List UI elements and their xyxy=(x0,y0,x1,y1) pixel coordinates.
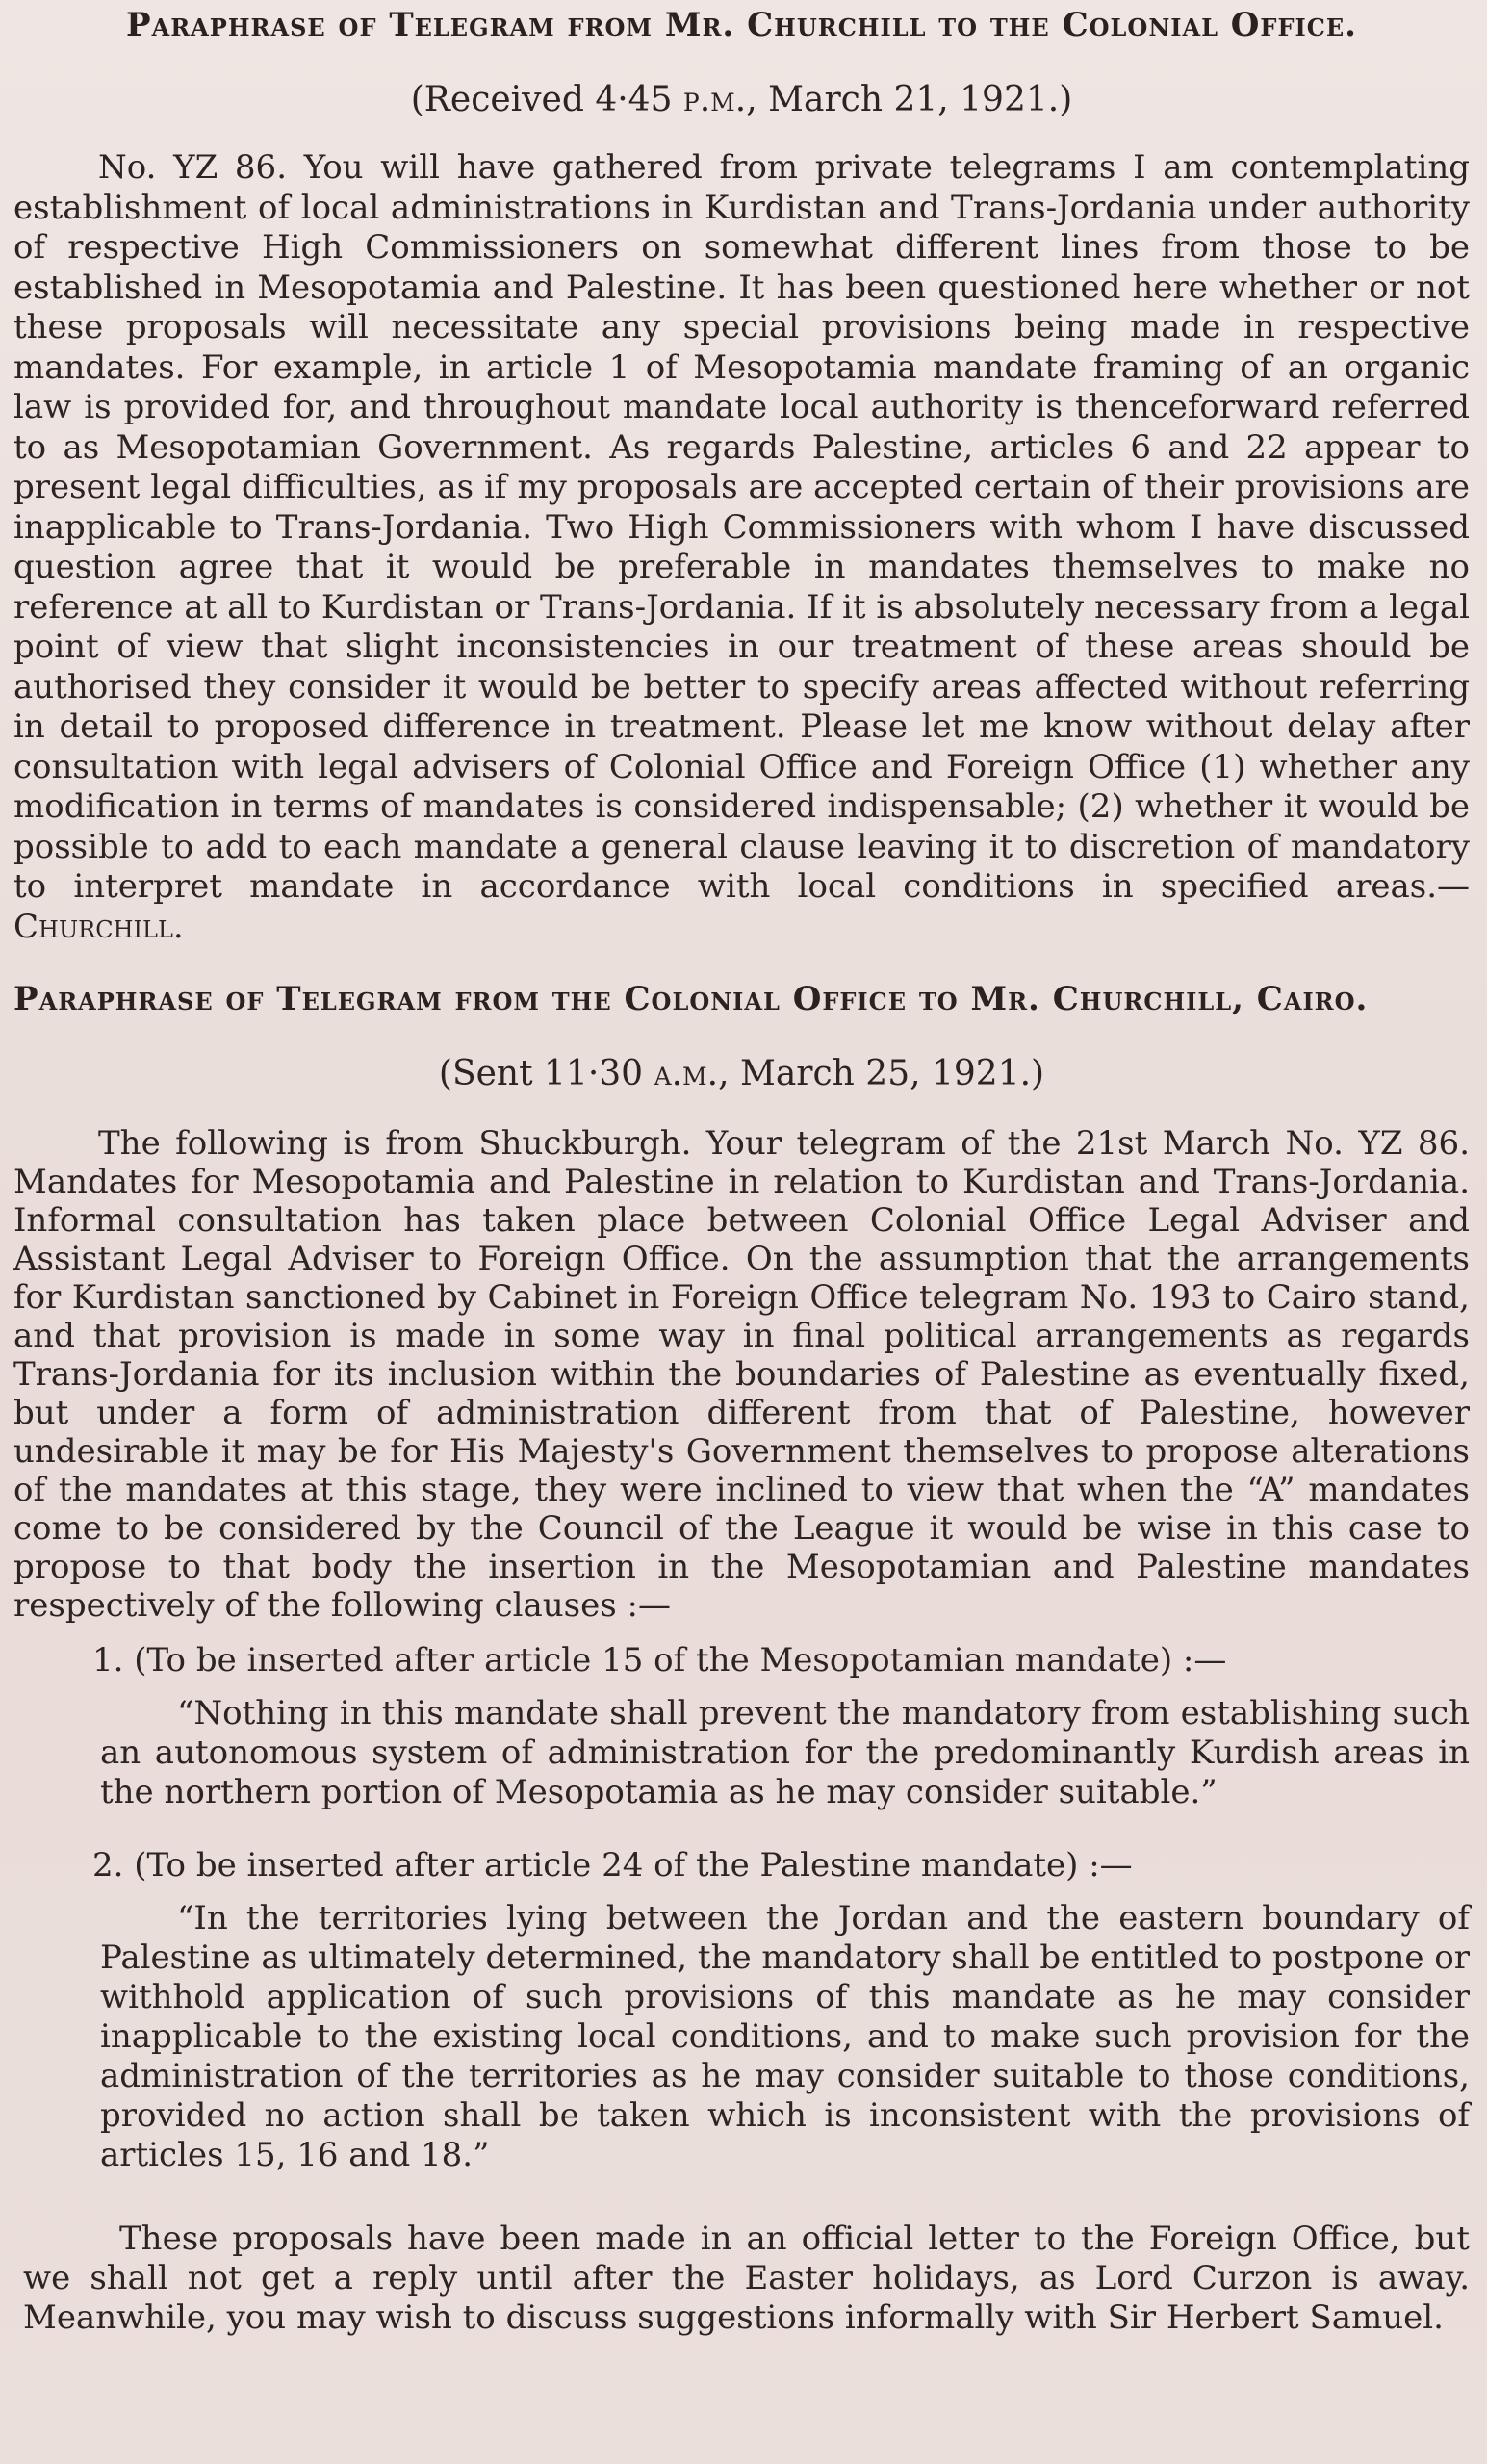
telegram1-body-text: No. YZ 86. You will have gathered from private telegrams I am contemplating establishment of local administrations in Kurdistan and Trans-Jordania under authority of respective High Commissioners on somewhat different lines from those to be established in Mesopotamia and Palestine. It has been questioned here whether or not these proposals will necessitate any special provisions being made in respective mandates. For example, in article 1 of Mesopotamia mandate framing of an organic law is provided for, and throughout mandate local authority is thenceforward referred to as Mesopotamian Government. As regards Palestine, articles 6 and 22 appear to present legal difficulties, as if my proposals are accepted certain of their provisions are inapplicable to Trans-Jordania. Two High Commissioners with whom I have discussed question agree that it would be preferable in mandates themselves to make no reference at all to Kurdistan or Trans-Jordania. If it is absolutely necessary from a legal point of view that slight inconsistencies in our treatment of these areas should be authorised they consider it would be better to specify areas affected without referring in detail to proposed difference in treatment. Please let me know without delay after consultation with legal advisers of Colonial Office and Foreign Office (1) whether any modification in terms of mandates is considered indispensable; (2) whether it would be possible to add to each mandate a general clause leaving it to discretion of mandatory to interpret mandate in accordance with local conditions in specified areas.— xyxy=(13,148,1470,906)
clause2-quote: “In the territories lying between the Jordan and the eastern boundary of Palestine as ultimately determined, the mandatory shall be entitled to postpone or withhold application of such provisions of this mandate as he may consider inapplicable to the existing local conditions, and to make such provision for the administration of the territories as he may consider suitable to those conditions, provided no action shall be taken which is inconsistent with the provisions of articles 15, 16 and 18.” xyxy=(100,1899,1470,2174)
telegram2-closing-paragraph: These proposals have been made in an official letter to the Foreign Office, but we shall not get a reply until after the Easter holidays, as Lord Curzon is away. Meanwhile, you may wish to discuss suggestions informally with Sir Herbert Samuel. xyxy=(23,2220,1470,2337)
clause2-title: 2. (To be inserted after article 24 of the Palestine mandate) :— xyxy=(92,1846,1133,1885)
telegram2-sent-suffix: , March 25, 1921.) xyxy=(718,1054,1045,1093)
clause1-title: 1. (To be inserted after article 15 of the Mesopotamian mandate) :— xyxy=(92,1641,1227,1680)
telegram2-body-paragraph: The following is from Shuckburgh. Your telegram of the 21st March No. YZ 86. Mandates for Mesopotamia and Palestine in relation to Kurdistan and Trans-Jordania. Informal consultation has taken place between Colonial Office Legal Adviser and Assistant Legal Adviser to Foreign Office. On the assumption that the arrangements for Kurdistan sanctioned by Cabinet in Foreign Office telegram No. 193 to Cairo stand, and that provision is made in some way in final political arrangements as regards Trans-Jordania for its inclusion within the boundaries of Palestine as eventually fixed, but under a form of administration different from that of Palestine, however undesirable it may be for His Majesty's Government themselves to propose alterations of the mandates at this stage, they were inclined to view that when the “A” mandates come to be considered by the Council of the League it would be wise in this case to propose to that body the insertion in the Mesopotamian and Palestine mandates respectively of the following clauses :— xyxy=(13,1124,1470,1625)
telegram2-sent-line xyxy=(13,1053,1470,1095)
clause-spacer xyxy=(13,1812,1470,1830)
telegram1-signature: Churchill. xyxy=(13,907,184,946)
telegram1-received-prefix: (Received 4·45 xyxy=(410,80,683,119)
telegram1-heading: Paraphrase of Telegram from Mr. Churchill to the Colonial Office. xyxy=(126,6,1357,44)
telegram2-heading: Paraphrase of Telegram from the Colonial Office to Mr. Churchill, Cairo. xyxy=(13,980,1369,1018)
telegram1-received-suffix: , March 21, 1921.) xyxy=(746,80,1073,119)
clause1-quote: “Nothing in this mandate shall prevent the mandatory from establishing such an autonomous system of administration for the predominantly Kurdish areas in the northern portion of Mesopotamia as he may consider suitable.” xyxy=(100,1694,1470,1811)
telegram1-body-paragraph xyxy=(13,148,1470,947)
telegram2-sent-prefix: (Sent 11·30 xyxy=(438,1054,654,1093)
telegram1-received-line xyxy=(13,79,1470,121)
telegram1-received-time-unit: p.m. xyxy=(682,80,747,119)
telegram2-sent-time-unit: a.m. xyxy=(654,1054,719,1093)
